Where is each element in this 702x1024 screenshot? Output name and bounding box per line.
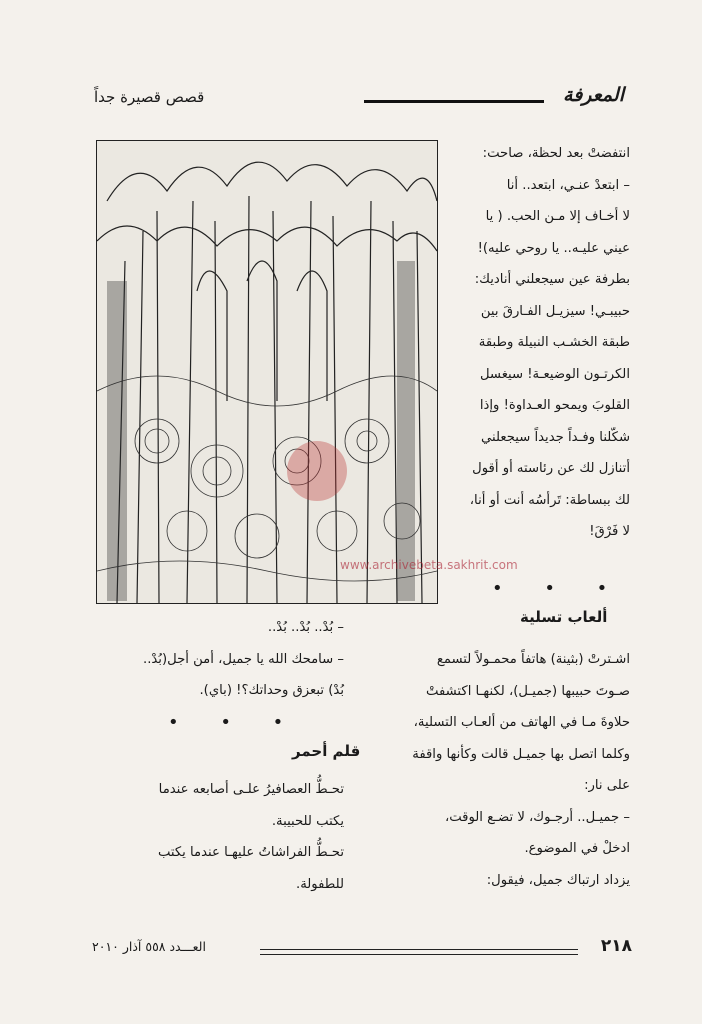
story-line: شكّلنا وفـداً جديداً سيجعلني [481, 429, 630, 445]
story-line: تحـطُّ الفراشاتُ عليهـا عندما يكتب [157, 845, 344, 860]
section-separator: • • • [168, 712, 302, 733]
forest-illustration [96, 140, 438, 604]
story-line: صـوتَ حبيبها (جميـل)، لكنهـا اكتشفتْ [426, 683, 630, 699]
story-line: اشـترتْ (بثينة) هاتفاً محمـولاً لتسمع [436, 652, 630, 667]
masthead-logo: المعرفة [563, 84, 624, 106]
story-line: القلوبَ ويمحو العـداوة! وإذا [479, 398, 630, 413]
header-rule [364, 100, 544, 103]
story-line: – جميـل.. أرجـوك، لا تضـع الوقت، [444, 809, 630, 825]
story3-title: قلم أحمر [292, 742, 361, 760]
story-line: يكتب للحبيبة. [271, 813, 344, 829]
story-line: وكلما اتصل بها جميـل قالت وكأنها واقفة [412, 746, 630, 762]
story-line: تحـطُّ العصافيرُ علـى أصابعه عندما [158, 782, 344, 797]
story-line: انتفضتْ بعد لحظة، صاحت: [482, 146, 630, 161]
section-label: قصص قصيرة جداً [94, 88, 205, 106]
story-line: ادخلْ في الموضوع. [524, 841, 630, 856]
story2-title: ألعاب تسلية [520, 608, 608, 626]
watermark-url: www.archivebeta.sakhrit.com [340, 558, 518, 572]
story-line: طبقة الخشـب النبيلة وطبقة [478, 335, 630, 350]
forest-drawing [97, 141, 437, 603]
story-line: بُدْ) تبعزق وحداتك؟! (باي). [199, 683, 344, 698]
story-line: للطفولة. [296, 876, 344, 892]
issue-info: العـــدد ٥٥٨ آذار ٢٠١٠ [92, 939, 206, 954]
story-line: حلاوةَ مـا في الهاتف من ألعـاب التسلية، [413, 715, 630, 730]
page-footer [92, 936, 632, 960]
story2-right-column [362, 644, 630, 896]
story-line: على نار: [584, 778, 630, 793]
story-line: لا فَرْقَ! [589, 524, 630, 539]
story-line: لا أخـاف إلا مـن الحب. ( يا [485, 209, 630, 224]
story-line: أتنازل لك عن رئاسته أو أقول [472, 461, 630, 476]
story-line: يزداد ارتباك جميل، فيقول: [486, 872, 630, 888]
story3-column [94, 774, 344, 900]
story2-left-column [94, 612, 344, 707]
footer-rule [260, 949, 578, 955]
story-line: – سامحك الله يا جميل، أمن أجل(بُدْ.. [143, 651, 344, 667]
story-line: لك ببساطة: تَرأسُه أنت أو أنا، [469, 492, 630, 508]
story-line: عيني عليـه.. يا روحي عليه)! [477, 240, 630, 256]
story-line: حبيبـي! سيزيـل الفـارقَ بين [480, 303, 630, 319]
story-line: – بُدْ.. بُدْ.. بُدْ.. [267, 620, 344, 635]
page-number: ٢١٨ [600, 936, 632, 956]
section-separator: • • • [492, 578, 626, 599]
page-header [94, 84, 624, 116]
story-line: الكرتـون الوضيعـة! سيغسل [479, 366, 630, 382]
story1-column [444, 138, 630, 548]
story-line: بطرفة عين سيجعلني أناديك: [474, 272, 630, 287]
story-line: – ابتعدْ عنـي، ابتعد.. أنا [506, 177, 630, 193]
